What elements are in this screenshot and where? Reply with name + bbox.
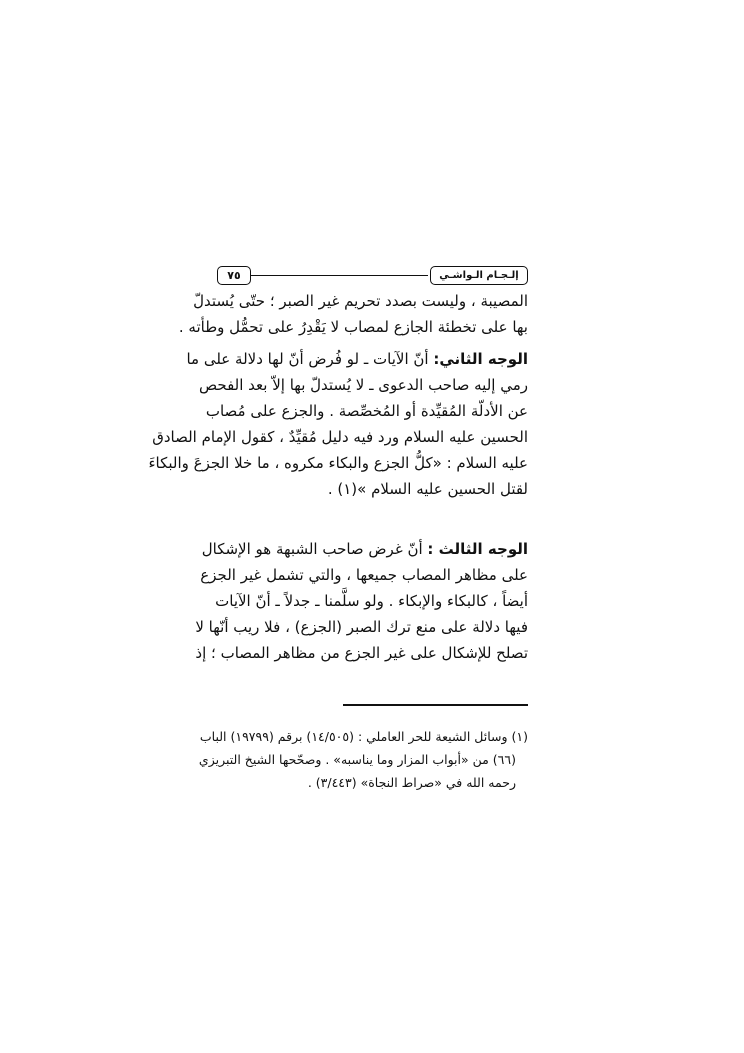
body-line: أيضاً ، كالبكاء والإبكاء . ولو سلَّمنا ـ جدلاً ـ أنّ الآيات xyxy=(215,592,528,610)
footnote-line: رحمه الله في «صراط النجاة» (٣/٤٤٣) . xyxy=(307,775,516,790)
body-line: عن الأدلّة المُقيِّدة أو المُخصِّصة . والجزع على مُصاب xyxy=(205,402,528,420)
page-number: ٧٥ xyxy=(217,266,251,285)
body-line: المصيبة ، وليست بصدد تحريم غير الصبر ؛ حتّى يُستدلّ xyxy=(193,292,528,310)
header-rule xyxy=(251,275,428,276)
section-heading: الوجه الثاني: xyxy=(433,350,528,368)
footnote-rule xyxy=(343,704,528,706)
body-line: عليه السلام : «كلُّ الجزع والبكاء مكروه ، ما خلا الجزعَ والبكاءَ xyxy=(148,454,528,472)
body-line xyxy=(201,538,528,560)
body-line xyxy=(186,348,528,370)
footnote-line: (٦٦) من «أبواب المزار وما يناسبه» . وصحّحها الشيخ التبريزي xyxy=(198,752,516,767)
body-line: بها على تخطئة الجازع لمصاب لا يَقْدِرُ على تحمُّل وطأته . xyxy=(178,318,528,336)
body-line: لقتل الحسين عليه السلام »(١) . xyxy=(327,480,528,498)
footnote-line: (١) وسائل الشيعة للحر العاملي : (١٤/٥٠٥) برقم (١٩٧٩٩) الباب xyxy=(199,729,528,744)
section-heading: الوجه الثالث : xyxy=(427,540,528,558)
body-text: أنّ غرض صاحب الشبهة هو الإشكال xyxy=(201,540,423,558)
body-line: على مظاهر المصاب جميعها ، والتي تشمل غير الجزع xyxy=(200,566,528,584)
book-title: إلـجـام الـواشـي xyxy=(430,266,528,285)
body-line: الحسين عليه السلام ورد فيه دليل مُقيِّدٌ ، كقول الإمام الصادق xyxy=(152,428,528,446)
body-line: رمي إليه صاحب الدعوى ـ لا يُستدلّ بها إلاّ بعد الفحص xyxy=(199,376,528,394)
running-header xyxy=(217,266,528,286)
body-line: فيها دلالة على منع ترك الصبر (الجزع) ، فلا ريب أنّها لا xyxy=(195,618,528,636)
body-line: تصلح للإشكال على غير الجزع من مظاهر المصاب ؛ إذ xyxy=(195,644,528,662)
body-text: أنّ الآيات ـ لو فُرض أنّ لها دلالة على ما xyxy=(186,350,429,368)
